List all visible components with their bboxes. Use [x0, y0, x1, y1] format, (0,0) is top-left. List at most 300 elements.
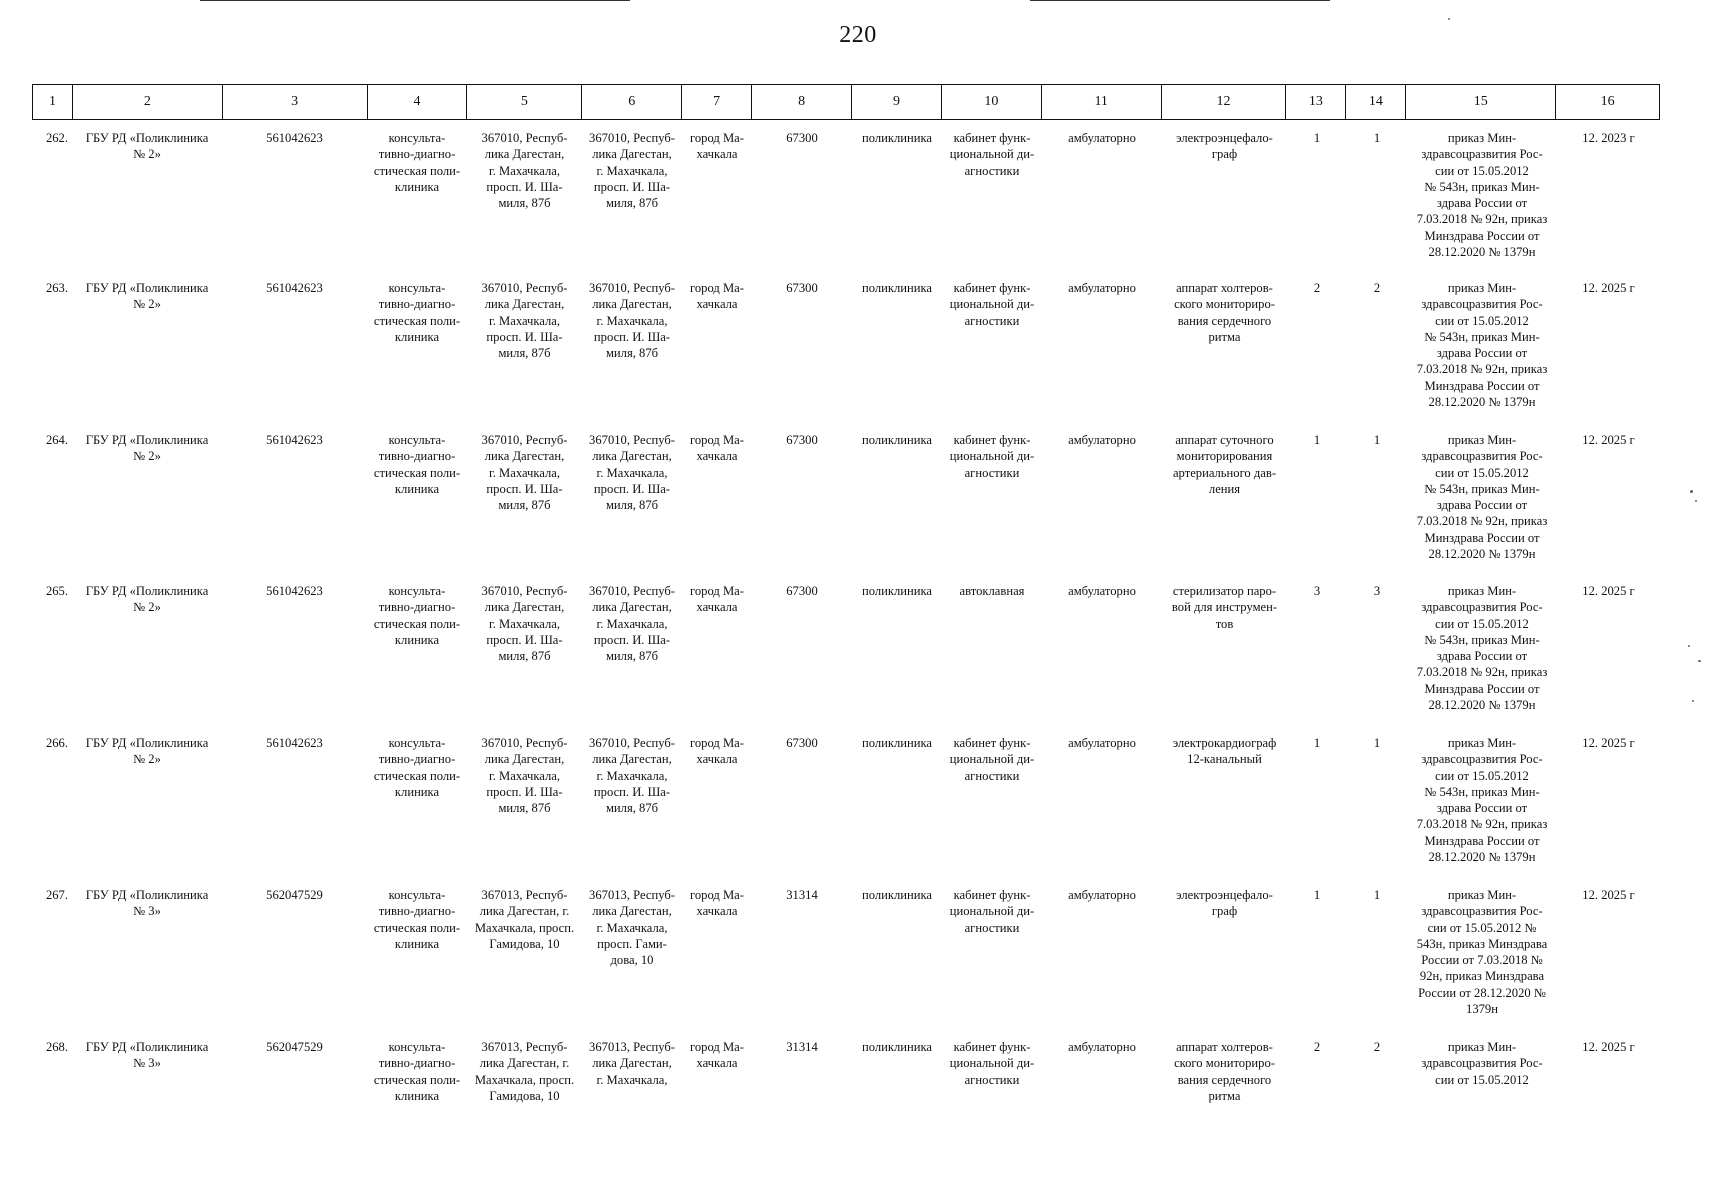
cell-text-line: клиника: [394, 936, 440, 951]
cell-col-15: [1407, 583, 1557, 733]
cell-text-line: № 2»: [133, 297, 161, 312]
cell-text-line: лика Дагестан,: [592, 147, 672, 162]
cell-text-line: миля, 87б: [498, 801, 551, 816]
top-rule-left: [200, 0, 630, 1]
cell-text-line: тивно-диагно-: [378, 147, 456, 162]
cell-col-9: [852, 735, 942, 885]
cell-col-2: [72, 432, 222, 582]
cell-col-3: [222, 432, 367, 582]
cell-text-line: 367010, Респуб-: [589, 736, 675, 750]
cell-col-6: [582, 1039, 682, 1189]
cell-text-line: тов: [1215, 616, 1234, 631]
cell-text-line: хачкала: [696, 449, 738, 464]
cell-text-line: консульта-: [388, 1040, 446, 1054]
cell-col-5: [467, 432, 582, 582]
cell-text-line: сии от 15.05.2012: [1435, 768, 1529, 783]
cell-text-line: циональной ди-: [949, 752, 1035, 767]
cell-text-line: город Ма-: [690, 888, 744, 902]
cell-text-line: 367013, Респуб-: [481, 1040, 568, 1054]
cell-text-line: 367010, Респуб-: [481, 433, 568, 447]
cell-text-line: здрава России от: [1436, 346, 1528, 361]
cell-text-line: приказ Мин-: [1447, 281, 1517, 295]
cell-text-line: г. Махачкала,: [488, 313, 561, 328]
cell-col-10: [942, 130, 1042, 280]
cell-col-13: [1287, 887, 1347, 1037]
cell-col-10: [942, 280, 1042, 430]
table-row: [32, 432, 1660, 582]
cell-text-line: 67300: [786, 584, 818, 598]
cell-col-10: [942, 1039, 1042, 1189]
cell-text-line: № 3»: [133, 1056, 161, 1071]
cell-text-line: 265.: [45, 584, 68, 598]
cell-text-line: кабинет функ-: [953, 281, 1031, 295]
cell-text-line: приказ Мин-: [1447, 584, 1517, 598]
cell-col-7: [682, 130, 752, 280]
cell-text-line: циональной ди-: [949, 449, 1035, 464]
cell-text-line: хачкала: [696, 297, 738, 312]
cell-text-line: 28.12.2020 № 1379н: [1428, 698, 1536, 713]
cell-text-line: кабинет функ-: [953, 888, 1031, 902]
cell-col-11: [1042, 1039, 1162, 1189]
cell-col-16: [1557, 1039, 1660, 1189]
cell-text-line: 28.12.2020 № 1379н: [1428, 245, 1536, 260]
cell-text-line: миля, 87б: [498, 498, 551, 513]
cell-text-line: 2: [1373, 281, 1381, 295]
cell-col-6: [582, 735, 682, 885]
cell-text-line: город Ма-: [690, 1040, 744, 1054]
cell-col-14: [1347, 583, 1407, 733]
cell-text-line: 3: [1373, 584, 1381, 598]
cell-text-line: амбулаторно: [1068, 281, 1136, 295]
cell-text-line: здрава России от: [1436, 649, 1528, 664]
cell-col-2: [72, 130, 222, 280]
cell-text-line: 31314: [786, 888, 818, 902]
cell-text-line: № 543н, приказ Мин-: [1424, 632, 1540, 647]
cell-col-1: [32, 583, 72, 733]
cell-text-line: стическая поли-: [373, 465, 461, 480]
cell-col-6: [582, 280, 682, 430]
cell-text-line: лика Дагестан,: [592, 752, 672, 767]
cell-text-line: г. Махачкала,: [596, 768, 668, 783]
cell-col-2: [72, 1039, 222, 1189]
cell-col-16: [1557, 887, 1660, 1037]
cell-text-line: агностики: [964, 1072, 1020, 1087]
cell-col-13: [1287, 1039, 1347, 1189]
cell-text-line: просп. И. Ша-: [486, 329, 563, 344]
cell-text-line: 12. 2025 г: [1582, 1040, 1635, 1054]
cell-col-3: [222, 130, 367, 280]
cell-text-line: 1: [1313, 131, 1321, 145]
cell-text-line: миля, 87б: [605, 196, 659, 211]
cell-text-line: миля, 87б: [498, 196, 551, 211]
cell-col-3: [222, 280, 367, 430]
cell-text-line: город Ма-: [690, 736, 744, 750]
cell-col-13: [1287, 280, 1347, 430]
cell-text-line: лика Дагестан,: [484, 752, 565, 767]
cell-text-line: поликлиника: [861, 584, 933, 598]
cell-text-line: просп. Гами-: [597, 936, 667, 951]
table-header-row: [32, 84, 1660, 120]
cell-text-line: 262.: [45, 131, 68, 145]
cell-text-line: г. Махачкала,: [488, 768, 561, 783]
cell-text-line: стерилизатор паро-: [1172, 584, 1277, 598]
cell-col-7: [682, 280, 752, 430]
cell-text-line: лика Дагестан,: [592, 449, 672, 464]
cell-text-line: здравсоцразвития Рос-: [1421, 1056, 1543, 1071]
cell-col-9: [852, 583, 942, 733]
cell-col-11: [1042, 280, 1162, 430]
cell-text-line: вания сердечного: [1177, 1072, 1272, 1087]
cell-col-8: [752, 280, 852, 430]
cell-text-line: приказ Мин-: [1447, 736, 1517, 750]
cell-col-4: [367, 583, 467, 733]
cell-col-13: [1287, 583, 1347, 733]
column-header-13: 13: [1286, 85, 1346, 119]
cell-text-line: 7.03.2018 № 92н, приказ: [1416, 362, 1548, 377]
cell-col-4: [367, 432, 467, 582]
cell-col-16: [1557, 280, 1660, 430]
cell-text-line: 1: [1373, 131, 1381, 145]
cell-text-line: стическая поли-: [373, 1072, 461, 1087]
cell-text-line: город Ма-: [690, 433, 744, 447]
cell-text-line: тивно-диагно-: [378, 297, 456, 312]
cell-col-6: [582, 583, 682, 733]
cell-col-16: [1557, 432, 1660, 582]
cell-text-line: Махачкала, просп.: [474, 1072, 575, 1087]
table-row: [32, 1039, 1660, 1189]
cell-text-line: хачкала: [696, 752, 738, 767]
cell-text-line: кабинет функ-: [953, 1040, 1031, 1054]
table-row: [32, 887, 1660, 1037]
cell-col-12: [1162, 432, 1287, 582]
cell-text-line: здравсоцразвития Рос-: [1421, 449, 1543, 464]
cell-text-line: аппарат холтеров-: [1176, 281, 1273, 295]
cell-col-6: [582, 130, 682, 280]
cell-text-line: ГБУ РД «Поликлиника: [85, 1040, 209, 1054]
cell-text-line: г. Махачкала,: [488, 163, 561, 178]
cell-col-15: [1407, 280, 1557, 430]
cell-col-9: [852, 130, 942, 280]
cell-text-line: 561042623: [266, 584, 323, 598]
cell-text-line: сии от 15.05.2012: [1435, 313, 1529, 328]
cell-text-line: здравсоцразвития Рос-: [1421, 600, 1543, 615]
cell-text-line: поликлиника: [861, 281, 933, 295]
cell-text-line: Гамидова, 10: [489, 936, 560, 951]
cell-col-7: [682, 432, 752, 582]
cell-text-line: здрава России от: [1436, 801, 1528, 816]
cell-text-line: поликлиника: [861, 131, 933, 145]
cell-text-line: 367013, Респуб-: [589, 1040, 675, 1054]
cell-col-1: [32, 130, 72, 280]
cell-col-16: [1557, 583, 1660, 733]
cell-text-line: 28.12.2020 № 1379н: [1428, 850, 1536, 865]
cell-text-line: хачкала: [696, 1056, 738, 1071]
cell-text-line: 1: [1313, 888, 1321, 902]
cell-col-12: [1162, 887, 1287, 1037]
cell-text-line: 67300: [786, 736, 818, 750]
cell-text-line: 266.: [45, 736, 68, 750]
cell-text-line: Минздрава России от: [1424, 228, 1540, 243]
cell-col-3: [222, 735, 367, 885]
cell-text-line: 1: [1313, 736, 1321, 750]
cell-text-line: лика Дагестан,: [484, 449, 565, 464]
cell-text-line: 28.12.2020 № 1379н: [1428, 395, 1536, 410]
cell-text-line: 562047529: [266, 1040, 323, 1054]
cell-text-line: 2: [1313, 281, 1321, 295]
cell-text-line: хачкала: [696, 147, 738, 162]
cell-text-line: 1379н: [1466, 1002, 1498, 1017]
cell-text-line: 561042623: [266, 433, 323, 447]
cell-col-15: [1407, 1039, 1557, 1189]
cell-text-line: хачкала: [696, 600, 738, 615]
cell-col-2: [72, 887, 222, 1037]
table-row: [32, 735, 1660, 885]
cell-text-line: агностики: [964, 313, 1020, 328]
cell-text-line: 92н, приказ Минздрава: [1419, 969, 1545, 984]
cell-text-line: консульта-: [388, 433, 446, 447]
cell-text-line: сии от 15.05.2012: [1435, 616, 1529, 631]
cell-text-line: сии от 15.05.2012: [1435, 465, 1529, 480]
cell-text-line: тивно-диагно-: [378, 600, 456, 615]
cell-text-line: ГБУ РД «Поликлиника: [85, 736, 209, 750]
cell-text-line: консульта-: [388, 736, 446, 750]
cell-col-8: [752, 432, 852, 582]
cell-col-12: [1162, 583, 1287, 733]
cell-text-line: поликлиника: [861, 433, 933, 447]
cell-text-line: миля, 87б: [605, 498, 659, 513]
cell-col-11: [1042, 735, 1162, 885]
column-header-16: 16: [1600, 94, 1615, 109]
cell-text-line: ритма: [1208, 329, 1241, 344]
column-header-2: 2: [73, 85, 223, 119]
cell-col-2: [72, 735, 222, 885]
top-rule-right: [1030, 0, 1330, 1]
cell-text-line: 367010, Респуб-: [481, 736, 568, 750]
scan-speck: [1692, 700, 1694, 702]
cell-text-line: Минздрава России от: [1424, 681, 1540, 696]
column-header-7: 7: [682, 85, 752, 119]
cell-text-line: приказ Мин-: [1447, 1040, 1517, 1054]
cell-text-line: амбулаторно: [1068, 888, 1136, 902]
cell-text-line: ления: [1208, 481, 1241, 496]
cell-col-11: [1042, 130, 1162, 280]
column-header-9: 9: [852, 85, 942, 119]
cell-col-11: [1042, 887, 1162, 1037]
cell-col-5: [467, 280, 582, 430]
cell-col-10: [942, 735, 1042, 885]
cell-text-line: 267.: [45, 888, 68, 902]
cell-text-line: стическая поли-: [373, 313, 461, 328]
cell-text-line: лика Дагестан,: [592, 297, 672, 312]
cell-text-line: здравсоцразвития Рос-: [1421, 147, 1543, 162]
cell-text-line: 67300: [786, 433, 818, 447]
cell-text-line: 561042623: [266, 131, 323, 145]
column-header-14: 14: [1346, 85, 1406, 119]
cell-col-9: [852, 280, 942, 430]
cell-text-line: Минздрава России от: [1424, 378, 1540, 393]
column-header-8: 8: [752, 85, 852, 119]
cell-text-line: тивно-диагно-: [378, 449, 456, 464]
cell-text-line: агностики: [964, 768, 1020, 783]
cell-text-line: 67300: [786, 281, 818, 295]
cell-text-line: просп. И. Ша-: [486, 179, 563, 194]
cell-text-line: консульта-: [388, 281, 446, 295]
cell-text-line: 3: [1313, 584, 1321, 598]
cell-text-line: 561042623: [266, 736, 323, 750]
cell-text-line: 12. 2025 г: [1582, 433, 1635, 447]
cell-col-7: [682, 583, 752, 733]
cell-text-line: просп. И. Ша-: [593, 784, 671, 799]
cell-col-14: [1347, 432, 1407, 582]
cell-text-line: 562047529: [266, 888, 323, 902]
cell-col-1: [32, 432, 72, 582]
cell-text-line: г. Махачкала,: [596, 163, 668, 178]
cell-text-line: клиника: [394, 481, 440, 496]
cell-text-line: агностики: [964, 465, 1020, 480]
cell-text-line: г. Махачкала,: [596, 313, 668, 328]
cell-text-line: № 543н, приказ Мин-: [1424, 481, 1540, 496]
cell-col-11: [1042, 432, 1162, 582]
cell-text-line: г. Махачкала,: [596, 1072, 668, 1087]
column-header-5: 5: [467, 85, 582, 119]
cell-col-4: [367, 887, 467, 1037]
cell-text-line: г. Махачкала,: [488, 465, 561, 480]
cell-text-line: ГБУ РД «Поликлиника: [85, 433, 209, 447]
cell-col-8: [752, 735, 852, 885]
cell-col-6: [582, 887, 682, 1037]
cell-col-7: [682, 1039, 752, 1189]
cell-col-4: [367, 280, 467, 430]
cell-text-line: здравсоцразвития Рос-: [1421, 904, 1543, 919]
scan-speck: [1695, 500, 1697, 502]
cell-col-1: [32, 280, 72, 430]
cell-text-line: город Ма-: [690, 584, 744, 598]
cell-text-line: приказ Мин-: [1447, 433, 1517, 447]
cell-text-line: 31314: [786, 1040, 818, 1054]
cell-text-line: лика Дагестан,: [484, 147, 565, 162]
cell-text-line: сии от 15.05.2012: [1435, 163, 1529, 178]
cell-col-3: [222, 1039, 367, 1189]
cell-text-line: граф: [1211, 147, 1238, 162]
cell-col-5: [467, 887, 582, 1037]
cell-text-line: циональной ди-: [949, 904, 1035, 919]
cell-text-line: г. Махачкала,: [488, 616, 561, 631]
cell-text-line: артериального дав-: [1172, 465, 1277, 480]
cell-text-line: 367010, Респуб-: [589, 584, 675, 598]
cell-col-8: [752, 887, 852, 1037]
cell-col-9: [852, 887, 942, 1037]
column-header-6: 6: [582, 85, 682, 119]
cell-text-line: лика Дагестан,: [592, 904, 672, 919]
cell-text-line: сии от 15.05.2012 №: [1427, 920, 1537, 935]
cell-col-13: [1287, 432, 1347, 582]
cell-text-line: 12. 2025 г: [1582, 281, 1635, 295]
cell-col-15: [1407, 432, 1557, 582]
cell-text-line: 12. 2023 г: [1582, 131, 1635, 145]
cell-text-line: стическая поли-: [373, 920, 461, 935]
cell-col-10: [942, 887, 1042, 1037]
cell-text-line: лика Дагестан,: [592, 1056, 672, 1071]
cell-text-line: электроэнцефало-: [1176, 888, 1273, 902]
cell-text-line: 12. 2025 г: [1582, 584, 1635, 598]
cell-col-14: [1347, 1039, 1407, 1189]
column-header-15: 15: [1406, 85, 1556, 119]
cell-text-line: России от 28.12.2020 №: [1418, 985, 1546, 1000]
cell-text-line: амбулаторно: [1068, 433, 1136, 447]
cell-col-14: [1347, 887, 1407, 1037]
cell-text-line: Гамидова, 10: [489, 1088, 560, 1103]
cell-text-line: поликлиника: [861, 1040, 933, 1054]
column-header-11: 11: [1042, 85, 1162, 119]
cell-text-line: 12. 2025 г: [1582, 888, 1635, 902]
cell-text-line: здравсоцразвития Рос-: [1421, 752, 1543, 767]
cell-col-5: [467, 735, 582, 885]
cell-text-line: 67300: [786, 131, 818, 145]
cell-text-line: ского мониториро-: [1174, 297, 1275, 312]
cell-text-line: стическая поли-: [373, 768, 461, 783]
cell-text-line: кабинет функ-: [953, 736, 1031, 750]
cell-col-9: [852, 1039, 942, 1189]
cell-text-line: просп. И. Ша-: [486, 784, 563, 799]
cell-col-5: [467, 130, 582, 280]
cell-text-line: лика Дагестан,: [592, 600, 672, 615]
cell-text-line: циональной ди-: [949, 147, 1035, 162]
cell-text-line: 7.03.2018 № 92н, приказ: [1416, 817, 1548, 832]
cell-text-line: г. Махачкала,: [596, 465, 668, 480]
cell-text-line: агностики: [964, 163, 1020, 178]
cell-text-line: № 2»: [133, 752, 161, 767]
cell-col-11: [1042, 583, 1162, 733]
column-header-4: 4: [368, 85, 468, 119]
cell-text-line: мониторирования: [1176, 449, 1273, 464]
cell-text-line: г. Махачкала,: [596, 920, 668, 935]
cell-text-line: ГБУ РД «Поликлиника: [85, 584, 209, 598]
cell-text-line: миля, 87б: [605, 801, 659, 816]
cell-col-8: [752, 1039, 852, 1189]
cell-text-line: тивно-диагно-: [378, 904, 456, 919]
cell-text-line: 1: [1313, 433, 1321, 447]
cell-col-1: [32, 735, 72, 885]
column-header-3: 3: [223, 85, 368, 119]
cell-text-line: № 543н, приказ Мин-: [1424, 179, 1540, 194]
cell-text-line: вой для инструмен-: [1171, 600, 1278, 615]
cell-col-3: [222, 583, 367, 733]
cell-text-line: консульта-: [388, 584, 446, 598]
cell-col-15: [1407, 130, 1557, 280]
cell-col-15: [1407, 735, 1557, 885]
cell-col-8: [752, 130, 852, 280]
cell-text-line: клиника: [394, 784, 440, 799]
column-header-12: 12: [1162, 85, 1287, 119]
cell-text-line: электрокардиограф: [1172, 736, 1277, 750]
cell-col-2: [72, 583, 222, 733]
cell-text-line: город Ма-: [690, 131, 744, 145]
cell-col-12: [1162, 1039, 1287, 1189]
cell-text-line: консульта-: [388, 888, 446, 902]
cell-text-line: просп. И. Ша-: [593, 179, 671, 194]
cell-text-line: Минздрава России от: [1424, 530, 1540, 545]
cell-col-4: [367, 735, 467, 885]
cell-text-line: миля, 87б: [498, 649, 551, 664]
cell-col-9: [852, 432, 942, 582]
cell-col-16: [1557, 130, 1660, 280]
cell-text-line: агностики: [964, 920, 1020, 935]
cell-text-line: миля, 87б: [605, 649, 659, 664]
cell-text-line: 367010, Респуб-: [589, 433, 675, 447]
cell-text-line: консульта-: [388, 131, 446, 145]
cell-text-line: амбулаторно: [1068, 584, 1136, 598]
cell-text-line: 367010, Респуб-: [481, 131, 568, 145]
